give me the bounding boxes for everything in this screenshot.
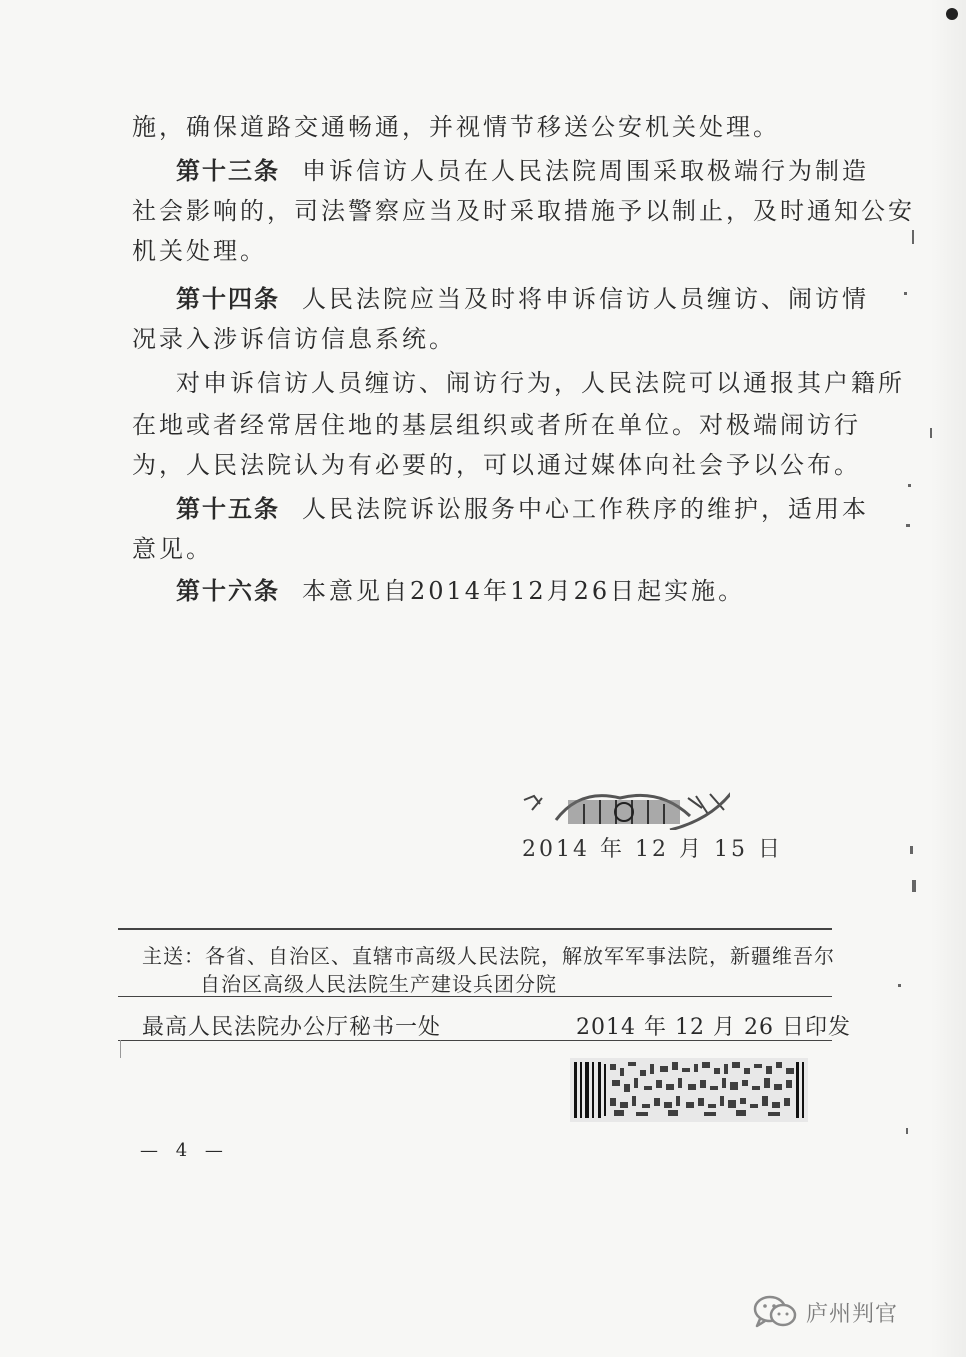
article-13-line1 bbox=[176, 156, 869, 186]
distribution-line2: 自治区高级人民法院生产建设兵团分院 bbox=[200, 972, 557, 996]
article-14-line2: 况录入涉诉信访信息系统。 bbox=[132, 325, 456, 353]
article-14-line1 bbox=[176, 284, 869, 314]
footer-middle-rule bbox=[118, 996, 832, 997]
article-13-line2: 社会影响的，司法警察应当及时采取措施予以制止，及时通知公安 bbox=[132, 197, 915, 225]
article-15-line1 bbox=[176, 494, 869, 524]
article-16-title: 第十六条 bbox=[176, 576, 280, 605]
article-15-line2: 意见。 bbox=[132, 535, 213, 563]
wechat-icon bbox=[752, 1295, 798, 1329]
barcode-icon bbox=[570, 1058, 808, 1122]
wechat-watermark bbox=[752, 1292, 898, 1332]
scan-speck bbox=[946, 8, 958, 20]
paragraph-line2: 在地或者经常居住地的基层组织或者所在单位。对极端闹访行 bbox=[132, 411, 861, 439]
footer-top-rule bbox=[118, 928, 832, 930]
article-15-text: 人民法院诉讼服务中心工作秩序的维护，适用本 bbox=[302, 495, 869, 523]
page-edge-shadow bbox=[930, 0, 966, 1357]
seal-emblem-icon bbox=[520, 790, 730, 830]
article-13-text: 申诉信访人员在人民法院周围采取极端行为制造 bbox=[302, 157, 869, 185]
paragraph-line1: 对申诉信访人员缠访、闹访行为，人民法院可以通报其户籍所 bbox=[176, 369, 905, 397]
scan-speck bbox=[912, 230, 914, 244]
watermark-text: 庐州判官 bbox=[806, 1301, 899, 1327]
scan-speck bbox=[898, 984, 901, 987]
article-15-title: 第十五条 bbox=[176, 494, 280, 523]
scan-speck bbox=[930, 428, 932, 438]
article-16-line1 bbox=[176, 576, 832, 606]
scan-speck bbox=[910, 846, 913, 854]
scan-speck bbox=[908, 484, 911, 487]
article-14-text: 人民法院应当及时将申诉信访人员缠访、闹访情 bbox=[302, 285, 869, 313]
distribution-line1: 主送：各省、自治区、直辖市高级人民法院，解放军军事法院，新疆维吾尔 bbox=[142, 944, 835, 968]
scan-speck bbox=[904, 292, 907, 295]
scan-speck bbox=[906, 524, 910, 527]
issuer: 最高人民法院办公厅秘书一处 bbox=[142, 1015, 442, 1040]
footer-bottom-rule bbox=[118, 1040, 832, 1041]
article-13-line3: 机关处理。 bbox=[132, 237, 267, 265]
article-13-title: 第十三条 bbox=[176, 156, 280, 185]
article-14-title: 第十四条 bbox=[176, 284, 280, 313]
scan-speck bbox=[912, 880, 916, 892]
issue-date: 2014 年 12 月 26 日印发 bbox=[576, 1015, 851, 1040]
footer-tick bbox=[120, 1040, 121, 1058]
article-16-text: 本意见自2014年12月26日起实施。 bbox=[302, 577, 746, 605]
paragraph-line3: 为，人民法院认为有必要的，可以通过媒体向社会予以公布。 bbox=[132, 451, 861, 479]
scan-speck bbox=[906, 1128, 908, 1134]
page-number: — 4 — bbox=[140, 1140, 229, 1161]
body-line: 施，确保道路交通畅通，并视情节移送公安机关处理。 bbox=[132, 113, 780, 141]
signature-date: 2014 年 12 月 15 日 bbox=[522, 837, 783, 862]
